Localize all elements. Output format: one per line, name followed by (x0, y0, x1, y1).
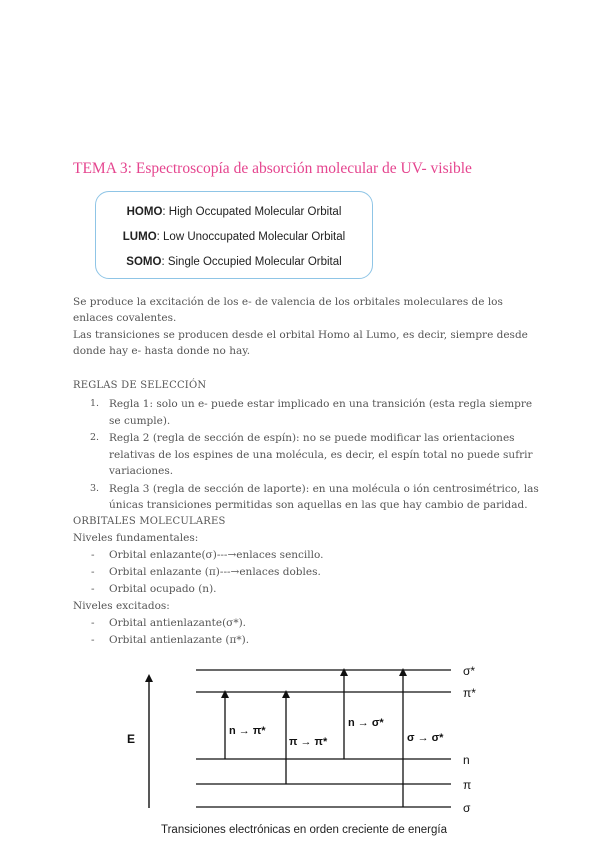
definition-text: : Single Occupied Molecular Orbital (161, 256, 342, 268)
level-label: σ (463, 801, 471, 815)
rule-text: Regla 1: solo un e- puede estar implicado en una transición (esta regla siempre se cumple). (109, 398, 533, 427)
transition-label: n → π* (229, 725, 266, 737)
diagram-caption: Transiciones electrónicas en orden creciente de energía (161, 824, 447, 836)
transition-label: n → σ* (348, 717, 384, 729)
definition-term: HOMO (126, 206, 163, 218)
orbital-text: Orbital antienlazante (π*). (109, 634, 250, 646)
energy-axis-label: E (127, 732, 136, 746)
orbital-text: Orbital antienlazante(σ*). (109, 617, 247, 629)
orbital-text: Orbital ocupado (n). (109, 583, 217, 595)
rule-text: Regla 2 (regla de sección de espín): no se puede modificar las orientaciones relativas de los espines de una molécula, es decir, el espín total no puede sufrir variaciones. (109, 432, 533, 477)
definition-text: : Low Unoccupated Molecular Orbital (156, 231, 346, 243)
excited-label: Niveles excitados: (73, 600, 170, 612)
list-item: - Orbital antienlazante (π*). (91, 634, 250, 646)
rule-number: 1. (90, 398, 100, 409)
definition-term: SOMO (126, 256, 162, 268)
definition-term: LUMO (122, 231, 157, 243)
transition-label: σ → σ* (407, 732, 444, 744)
orbital-text: Orbital enlazante (π)---→enlaces dobles. (109, 566, 321, 578)
orbitals-heading: ORBITALES MOLECULARES (73, 516, 226, 527)
level-label: π* (463, 686, 476, 700)
intro-paragraph-1: Se produce la excitación de los e- de valencia de los orbitales moleculares de los enlaces covalentes. (73, 296, 503, 324)
rule-number: 3. (90, 482, 100, 494)
list-item: - Orbital ocupado (n). (91, 583, 217, 595)
list-item: - Orbital enlazante(σ)---→enlaces sencillo. (91, 549, 324, 561)
rule-number: 2. (90, 432, 100, 443)
rule-text: Regla 3 (regla de sección de laporte): en una molécula o ión centrosimétrico, las únicas transiciones permitidas son aquellas en las que hay cambio de paridad. (109, 482, 539, 511)
level-label: n (463, 753, 470, 767)
page-title: TEMA 3: Espectroscopía de absorción molecular de UV- visible (73, 160, 472, 177)
list-item: - Orbital enlazante (π)---→enlaces dobles. (91, 566, 321, 578)
orbital-text: Orbital enlazante(σ)---→enlaces sencillo. (109, 549, 324, 561)
level-label: π (463, 778, 472, 792)
rules-heading: REGLAS DE SELECCIÓN (73, 380, 207, 391)
transition-label: π → π* (289, 736, 328, 748)
level-label: σ* (463, 664, 476, 678)
definition-text: : High Occupated Molecular Orbital (162, 206, 342, 218)
intro-paragraph-2: Las transiciones se producen desde el orbital Homo al Lumo, es decir, siempre desde donde hay e- hasta donde no hay. (73, 329, 528, 357)
list-item: - Orbital antienlazante(σ*). (91, 617, 247, 629)
fundamental-label: Niveles fundamentales: (73, 532, 199, 544)
